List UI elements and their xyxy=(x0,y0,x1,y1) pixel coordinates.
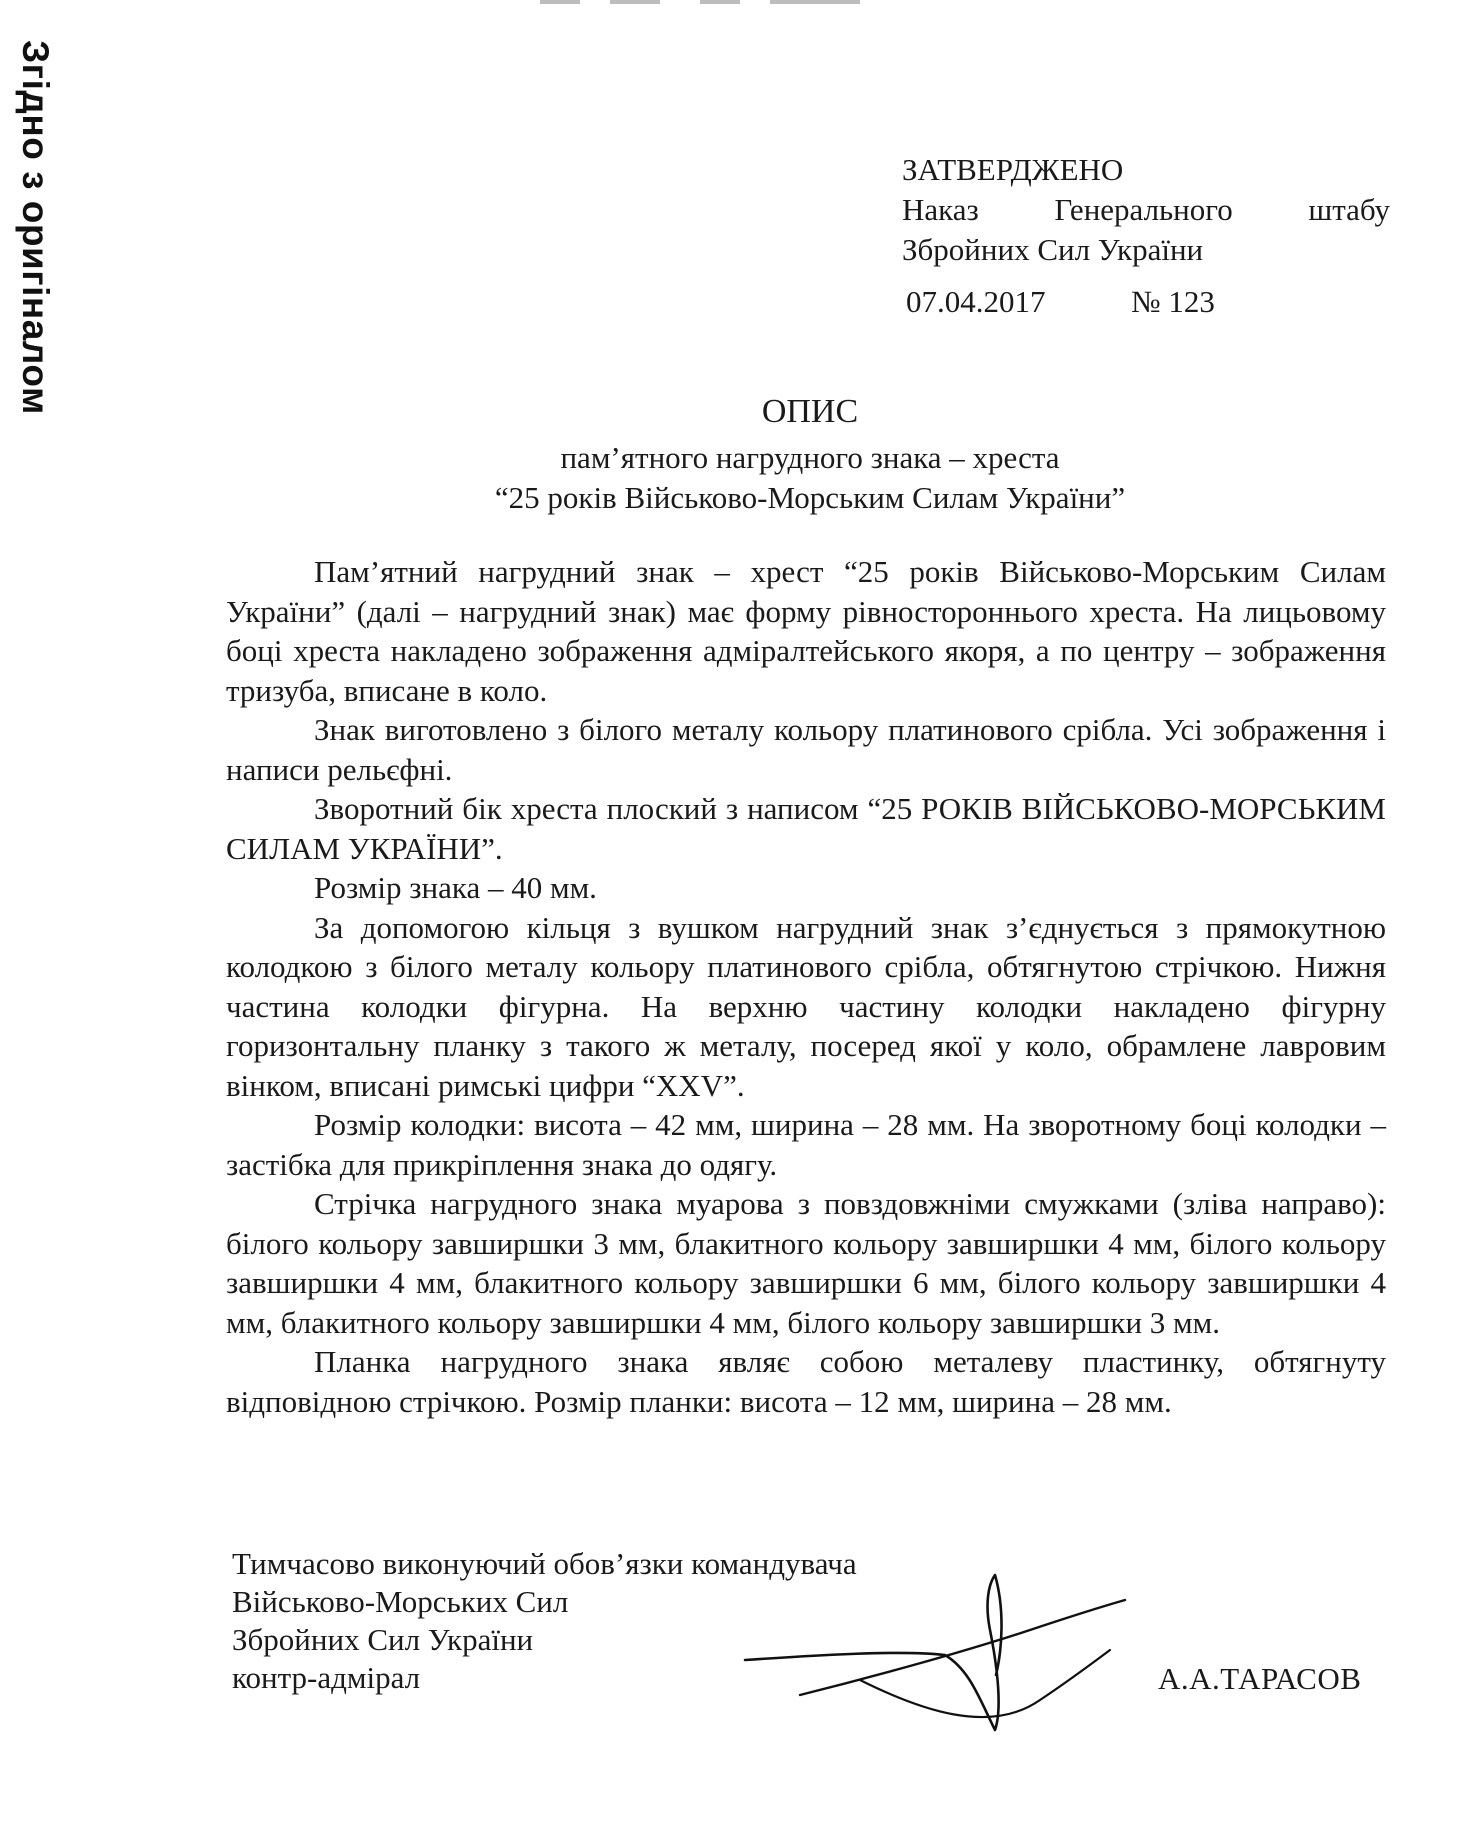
body-paragraph: Стрічка нагрудного знака муарова з повздовжніми смужками (зліва направо): білого кольору завширшки 3 мм, блакитного кольору завширшки 4 мм, білого кольору завширшки 4 мм, блакитного кольору завширшки 6 мм, білого кольору завширшки 4 мм, блакитного кольору завширшки 4 мм, білого кольору завширшки 3 мм. xyxy=(226,1186,1386,1340)
approval-order-line xyxy=(902,190,1390,230)
certification-stamp xyxy=(10,40,60,560)
approval-date-line xyxy=(902,282,1390,322)
body-paragraph: Знак виготовлено з білого металу кольору платинового срібла. Усі зображення і написи рельєфні. xyxy=(226,712,1386,787)
body-paragraph: За допомогою кільця з вушком нагрудний знак з’єднується з прямокутною колодкою з білого металу кольору платинового срібла, обтягнутою стрічкою. Нижня частина колодки фігурна. На верхню частину колодки накладено фігурну горизонтальну планку з такого ж металу, посеред якої у коло, обрамлене лавровим вінком, вписані римські цифри “XXV”. xyxy=(226,909,1386,1103)
signatory-title-line: Тимчасово виконуючий обов’язки командувача xyxy=(232,1546,857,1581)
signatory-title-line: Військово-Морських Сил xyxy=(232,1584,569,1619)
document-title: ОПИС xyxy=(761,393,859,430)
handwritten-signature xyxy=(740,1570,1140,1750)
scan-artifacts xyxy=(540,0,860,6)
signatory-title-line: Збройних Сил України xyxy=(232,1622,534,1657)
body-paragraph: Зворотний бік хреста плоский з написом “25 РОКІВ ВІЙСЬКОВО-МОРСЬКИМ СИЛАМ УКРАЇНИ”. xyxy=(226,791,1386,866)
certification-stamp-text: Згідно з оригіналом xyxy=(15,40,56,415)
approval-order-word: Генерального xyxy=(1054,192,1233,227)
approval-heading: ЗАТВЕРДЖЕНО xyxy=(902,152,1124,187)
approval-order-word: штабу xyxy=(1308,192,1390,227)
body-paragraph: Розмір знака – 40 мм. xyxy=(314,870,597,905)
approval-order-word: Наказ xyxy=(902,192,979,227)
approval-block xyxy=(902,150,1390,322)
document-title-block xyxy=(190,392,1430,518)
signatory-name: А.А.ТАРАСОВ xyxy=(1158,1661,1362,1696)
body-paragraph: Планка нагрудного знака являє собою металеву пластинку, обтягнуту відповідною стрічкою. Розмір планки: висота – 12 мм, ширина – 28 мм. xyxy=(226,1344,1386,1419)
body-paragraph: Розмір колодки: висота – 42 мм, ширина – 28 мм. На зворотному боці колодки – застібка для прикріплення знака до одягу. xyxy=(226,1107,1386,1182)
approval-organization: Збройних Сил України xyxy=(902,232,1204,267)
signatory-rank: контр-адмірал xyxy=(232,1660,421,1695)
body-paragraph: Пам’ятний нагрудний знак – хрест “25 років Військово-Морським Силам України” (далі – нагрудний знак) має форму рівностороннього хреста. На лицьовому боці хреста накладено зображення адміралтейського якоря, а по центру – зображення тризуба, вписане в коло. xyxy=(226,554,1386,708)
approval-number: № 123 xyxy=(1131,284,1215,319)
document-body xyxy=(226,552,1386,1421)
approval-date: 07.04.2017 xyxy=(906,284,1046,319)
document-subtitle: “25 років Військово-Морським Силам України” xyxy=(494,480,1126,515)
document-subtitle: пам’ятного нагрудного знака – хреста xyxy=(560,440,1060,475)
